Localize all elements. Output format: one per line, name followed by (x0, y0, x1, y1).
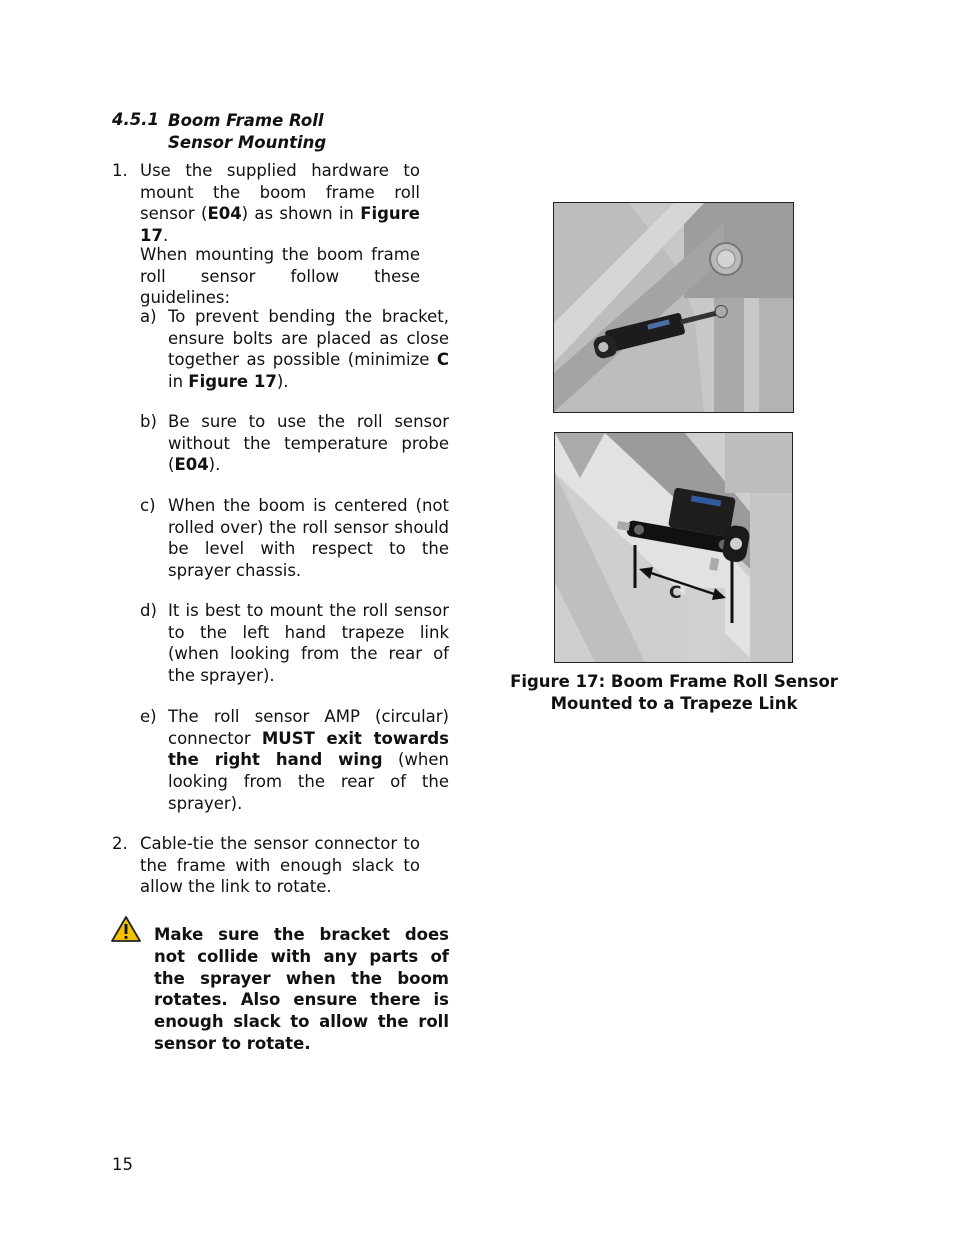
figure-reference: Figure 17 (140, 204, 420, 246)
text-run: . (162, 226, 169, 246)
section-number: 4.5.1 (112, 110, 159, 129)
dimension-label-c: C (669, 583, 682, 603)
part-code: E04 (207, 204, 242, 224)
guidelines-intro: When mounting the boom frame roll sensor follow these guidelines: (140, 245, 420, 308)
emphasis-text: MUST exit towards the right hand wing (168, 728, 449, 770)
guideline-label: d) (140, 601, 157, 620)
warning-text: Make sure the bracket does not collide with any parts of the sprayer when the boom rotates. Also ensure there is enough slack to allow the roll sensor to rotate. (154, 925, 449, 1053)
dimension-reference: C (436, 350, 449, 370)
figure-caption (505, 671, 843, 715)
guideline-text (168, 600, 449, 687)
step-text (140, 160, 420, 247)
step-number: 1. (112, 161, 128, 180)
figure-reference: Figure 17 (188, 372, 277, 392)
text-run: ). (208, 455, 221, 475)
text-run: To prevent bending the bracket, ensure bolts are placed as close together as possible (minimize (168, 307, 449, 370)
caption-line-2: Mounted to a Trapeze Link (550, 694, 798, 713)
guideline-text (168, 706, 449, 815)
text-run: It is best to mount the roll sensor to the left hand trapeze link (when looking from the rear of the sprayer). (168, 601, 449, 686)
step-text: Cable-tie the sensor connector to the frame with enough slack to allow the link to rotate. (140, 834, 420, 897)
text-run: Use the supplied hardware to mount the boom frame roll sensor ( (140, 161, 420, 224)
text-run: ) as shown in (241, 204, 361, 224)
guideline-text (168, 306, 449, 393)
sensor-mount-photo-top (553, 202, 794, 413)
guideline-label: b) (140, 412, 157, 431)
text-run: in (168, 372, 189, 392)
guideline-text (168, 411, 449, 476)
caption-line-1: Figure 17: Boom Frame Roll Sensor (510, 672, 838, 691)
text-run: Be sure to use the roll sensor without the temperature probe ( (168, 412, 449, 475)
guideline-label: c) (140, 496, 156, 515)
guideline-label: e) (140, 707, 157, 726)
guideline-label: a) (140, 307, 157, 326)
sensor-mount-photo-bottom (554, 432, 793, 663)
guideline-text (168, 495, 449, 582)
step-number: 2. (112, 834, 128, 853)
page-number: 15 (112, 1155, 133, 1174)
section-title: Boom Frame Roll Sensor Mounting (168, 111, 327, 152)
part-code: E04 (174, 455, 209, 475)
text-run: (when looking from the rear of the sprayer). (168, 750, 449, 813)
text-run: The roll sensor AMP (circular) connector (168, 707, 449, 748)
text-run: When the boom is centered (not rolled over) the roll sensor should be level with respect to the sprayer chassis. (168, 496, 449, 581)
text-run: ). (276, 372, 289, 392)
warning-triangle-icon (110, 915, 142, 943)
